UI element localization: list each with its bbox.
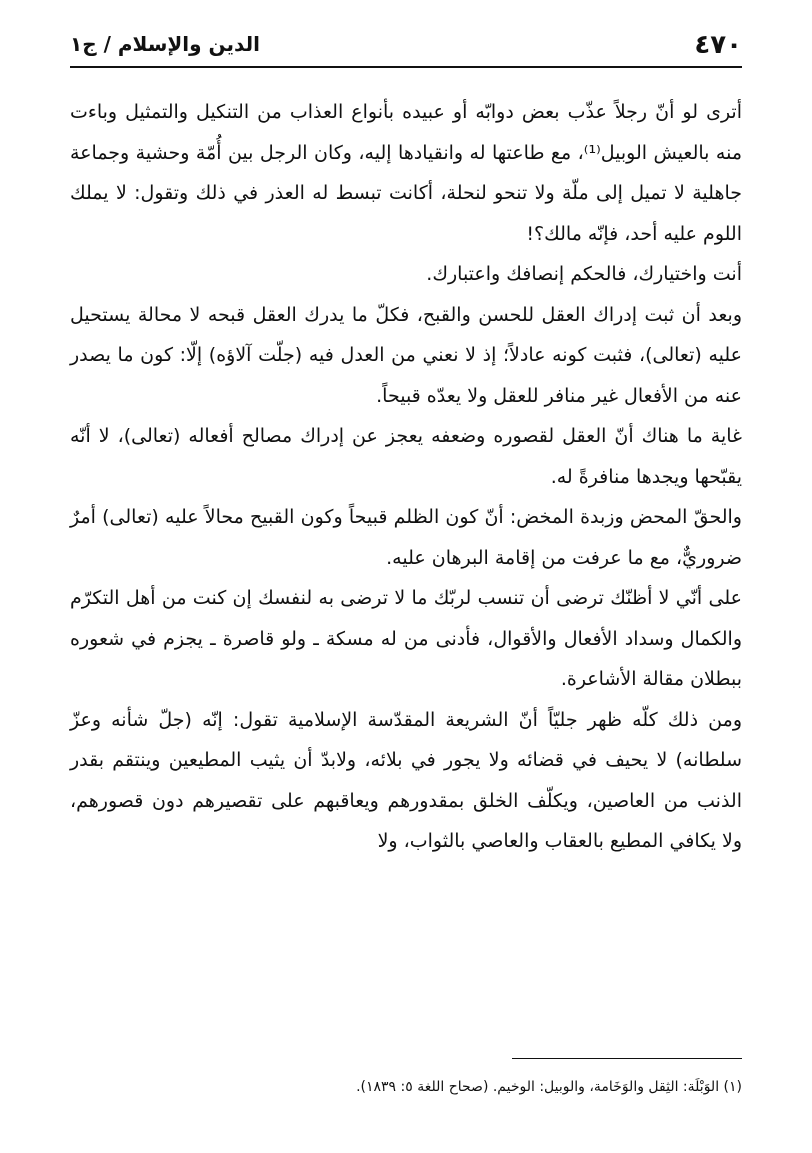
page-number: ٤٧٠ [694, 30, 742, 60]
running-title: الدين والإسلام / ج١ [70, 32, 260, 56]
paragraph-6: على أنّي لا أظنّك ترضى أن تنسب لربّك ما لا ترضى به لنفسك إن كنت من أهل التكرّم والكمال وسداد الأفعال والأقوال، فأدنى من له مسكة ـ ولو قاصرة ـ يجزم في شعوره ببطلان مقالة الأشاعرة. [70, 587, 742, 690]
paragraph-4: غاية ما هناك أنّ العقل لقصوره وضعفه يعجز عن إدراك مصالح أفعاله (تعالى)، لا أنّه يقبّحها ويجدها منافرةً له. [70, 425, 742, 488]
paragraph-5: والحقّ المحض وزبدة المخض: أنّ كون الظلم قبيحاً وكون القبيح محالاً عليه (تعالى) أمرٌ ضروريٌّ، مع ما عرفت من إقامة البرهان عليه. [70, 506, 742, 569]
header-divider [70, 66, 742, 68]
footnote: (١) الوَبْلَة: الثِقل والوَخَامة، والوبيل: الوخيم. (صحاح اللغة ٥: ١٨٣٩). [356, 1079, 742, 1095]
paragraph-2: أنت واختيارك، فالحكم إنصافك واعتبارك. [426, 263, 742, 285]
paragraph-3: وبعد أن ثبت إدراك العقل للحسن والقبح، فكلّ ما يدرك العقل قبحه لا محالة يستحيل عليه (تعالى)، فثبت كونه عادلاً؛ إذ لا نعني من العدل فيه (جلّت آلاؤه) إلّا: كون ما يصدر عنه من الأفعال غير منافر للعقل ولا يعدّه قبيحاً. [70, 303, 742, 407]
page-header [70, 26, 742, 66]
paragraph-7: ومن ذلك كلّه ظهر جليّاً أنّ الشريعة المقدّسة الإسلامية تقول: إنّه (جلّ شأنه وعزّ سلطانه) لا يحيف في قضائه ولا يجور في بلائه، ولابدّ أن يثيب المطيعين وينتقم بقدر الذنب من العاصين، ويكلّف الخلق بمقدورهم ويعاقبهم على تقصيرهم دون قصورهم، ولا يكافي المطيع بالعقاب والعاصي بالثواب، ولا [70, 708, 742, 852]
footnote-divider [512, 1058, 742, 1059]
paragraph-1: أترى لو أنّ رجلاً عذّب بعض دوابّه أو عبيده بأنواع العذاب من التنكيل والتمثيل وباءت منه بالعيش الوبيل⁽¹⁾، مع طاعتها له وانقيادها إليه، وكان الرجل بين أُمّة وحشية وجماعة جاهلية لا تميل إلى ملّة ولا تنحو لنحلة، أكانت تبسط له العذر في ذلك وتقول: لا يملك اللوم عليه أحد، فإنّه مالك؟! [70, 101, 742, 245]
main-text [70, 92, 742, 862]
